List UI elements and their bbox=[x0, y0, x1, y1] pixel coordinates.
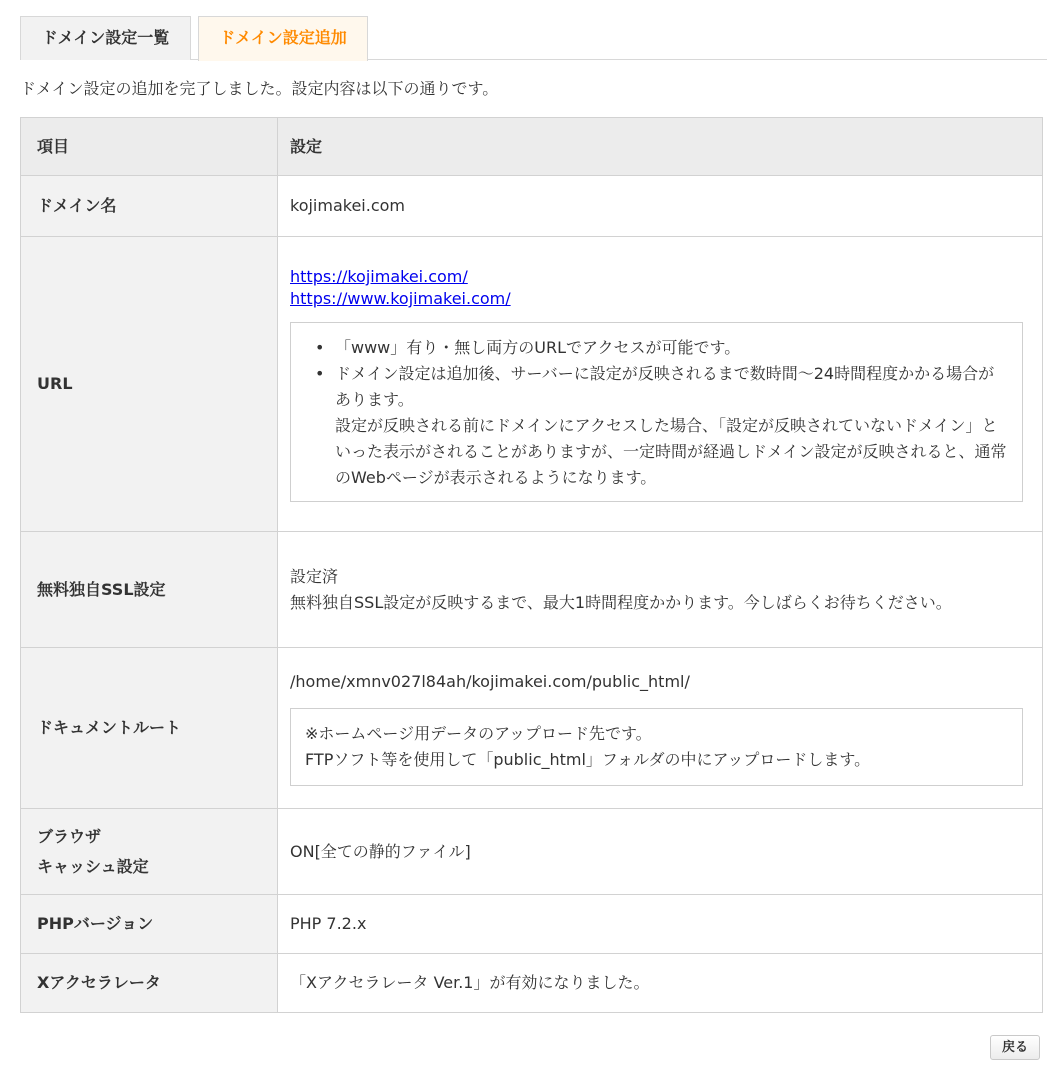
docroot-note-2: FTPソフト等を使用して「public_html」フォルダの中にアップロードします。 bbox=[305, 750, 871, 769]
table-row-url bbox=[21, 237, 1043, 532]
row-label-cache: ブラウザ キャッシュ設定 bbox=[21, 809, 278, 895]
back-button[interactable]: 戻る bbox=[990, 1035, 1040, 1060]
table-row-ssl bbox=[21, 532, 1043, 648]
table-row-docroot bbox=[21, 648, 1043, 809]
ssl-status: 設定済 bbox=[290, 566, 339, 586]
row-label-ssl: 無料独自SSL設定 bbox=[21, 532, 278, 648]
ssl-detail: 無料独自SSL設定が反映するまで、最大1時間程度かかります。今しばらくお待ちください。 bbox=[290, 592, 952, 612]
table-row-domain bbox=[21, 176, 1043, 237]
row-label-php: PHPバージョン bbox=[21, 895, 278, 954]
row-label-xaccel: Xアクセラレータ bbox=[21, 954, 278, 1013]
tab-domain-add[interactable]: ドメイン設定追加 bbox=[198, 16, 368, 61]
domain-value: kojimakei.com bbox=[278, 176, 1043, 237]
ssl-cell bbox=[278, 532, 1043, 648]
url-note-item: • 「www」有り・無し両方のURLでアクセスが可能です。 bbox=[315, 338, 741, 357]
row-label-domain: ドメイン名 bbox=[21, 176, 278, 237]
url-link-www[interactable]: https://www.kojimakei.com/ bbox=[290, 289, 511, 308]
table-row-php bbox=[21, 895, 1043, 954]
tab-domain-list[interactable]: ドメイン設定一覧 bbox=[20, 16, 191, 60]
header-item: 項目 bbox=[21, 118, 278, 176]
docroot-path: /home/xmnv027l84ah/kojimakei.com/public_html/ bbox=[290, 672, 690, 691]
docroot-note-box bbox=[290, 708, 1023, 786]
cache-value: ON[全ての静的ファイル] bbox=[278, 809, 1043, 895]
row-label-url: URL bbox=[21, 237, 278, 532]
docroot-note-1: ※ホームページ用データのアップロード先です。 bbox=[305, 724, 652, 743]
table-row-xaccel bbox=[21, 954, 1043, 1013]
xaccel-value: 「Xアクセラレータ Ver.1」が有効になりました。 bbox=[278, 954, 1043, 1013]
completion-message: ドメイン設定の追加を完了しました。設定内容は以下の通りです。 bbox=[20, 79, 499, 98]
php-value: PHP 7.2.x bbox=[278, 895, 1043, 954]
url-note-box bbox=[290, 322, 1023, 502]
docroot-cell bbox=[278, 648, 1043, 809]
url-note-item: • ドメイン設定は追加後、サーバーに設定が反映されるまで数時間〜24時間程度かかる場合があります。 設定が反映される前にドメインにアクセスした場合、「設定が反映されていないドメイン」といった表示がされることがありますが、一定時間が経過しドメイン設定が反映されると、通常のWebページが表示されるようになります。 bbox=[315, 364, 1007, 487]
settings-table bbox=[20, 117, 1043, 1013]
table-header-row bbox=[21, 118, 1043, 176]
url-cell bbox=[278, 237, 1043, 532]
row-label-docroot: ドキュメントルート bbox=[21, 648, 278, 809]
url-link-root[interactable]: https://kojimakei.com/ bbox=[290, 267, 468, 286]
header-setting: 設定 bbox=[278, 118, 1043, 176]
tab-bar bbox=[20, 16, 1047, 60]
table-row-cache bbox=[21, 809, 1043, 895]
